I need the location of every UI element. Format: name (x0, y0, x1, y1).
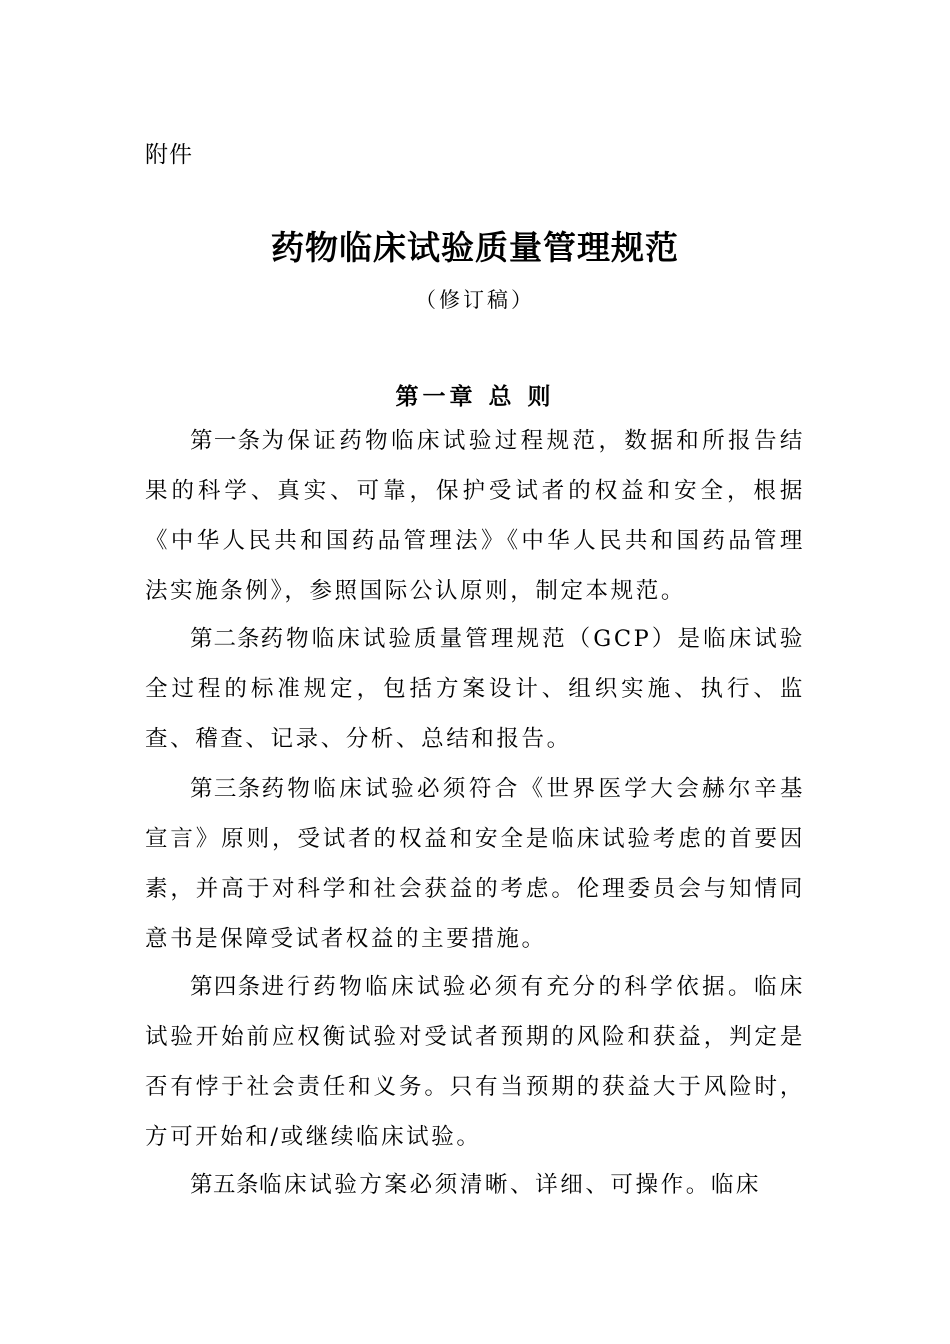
article-2-body: 药物临床试验质量管理规范（GCP）是临床试验全过程的标准规定，包括方案设计、组织实施、执行、监查、稽查、记录、分析、总结和报告。 (145, 626, 805, 752)
article-1-head: 第一条 (190, 428, 262, 454)
article-4-body: 进行药物临床试验必须有充分的科学依据。临床试验开始前应权衡试验对受试者预期的风险和获益，判定是否有悖于社会责任和义务。只有当预期的获益大于风险时，方可开始和/或继续临床试验。 (145, 974, 805, 1150)
article-4-head: 第四条 (190, 974, 262, 1000)
article-2-head: 第二条 (190, 626, 261, 652)
article-5 (145, 1160, 805, 1210)
document-title: 药物临床试验质量管理规范 (271, 228, 679, 267)
article-1-body: 为保证药物临床试验过程规范，数据和所报告结果的科学、真实、可靠，保护受试者的权益和安全，根据《中华人民共和国药品管理法》《中华人民共和国药品管理法实施条例》，参照国际公认原则，制定本规范。 (145, 428, 805, 604)
article-5-head: 第五条 (190, 1172, 260, 1198)
chapter-heading: 第一章 总 则 (395, 383, 555, 410)
article-3-head: 第三条 (190, 776, 262, 802)
article-3 (145, 764, 805, 964)
article-1 (145, 416, 805, 616)
article-3-body: 药物临床试验必须符合《世界医学大会赫尔辛基宣言》原则，受试者的权益和安全是临床试验考虑的首要因素，并高于对科学和社会获益的考虑。伦理委员会与知情同意书是保障受试者权益的主要措施。 (145, 776, 805, 952)
attachment-label: 附件 (145, 142, 193, 168)
article-4 (145, 962, 805, 1162)
document-subtitle: （修订稿） (415, 288, 535, 312)
article-5-body: 临床试验方案必须清晰、详细、可操作。临床 (259, 1172, 762, 1198)
article-2 (145, 614, 805, 764)
